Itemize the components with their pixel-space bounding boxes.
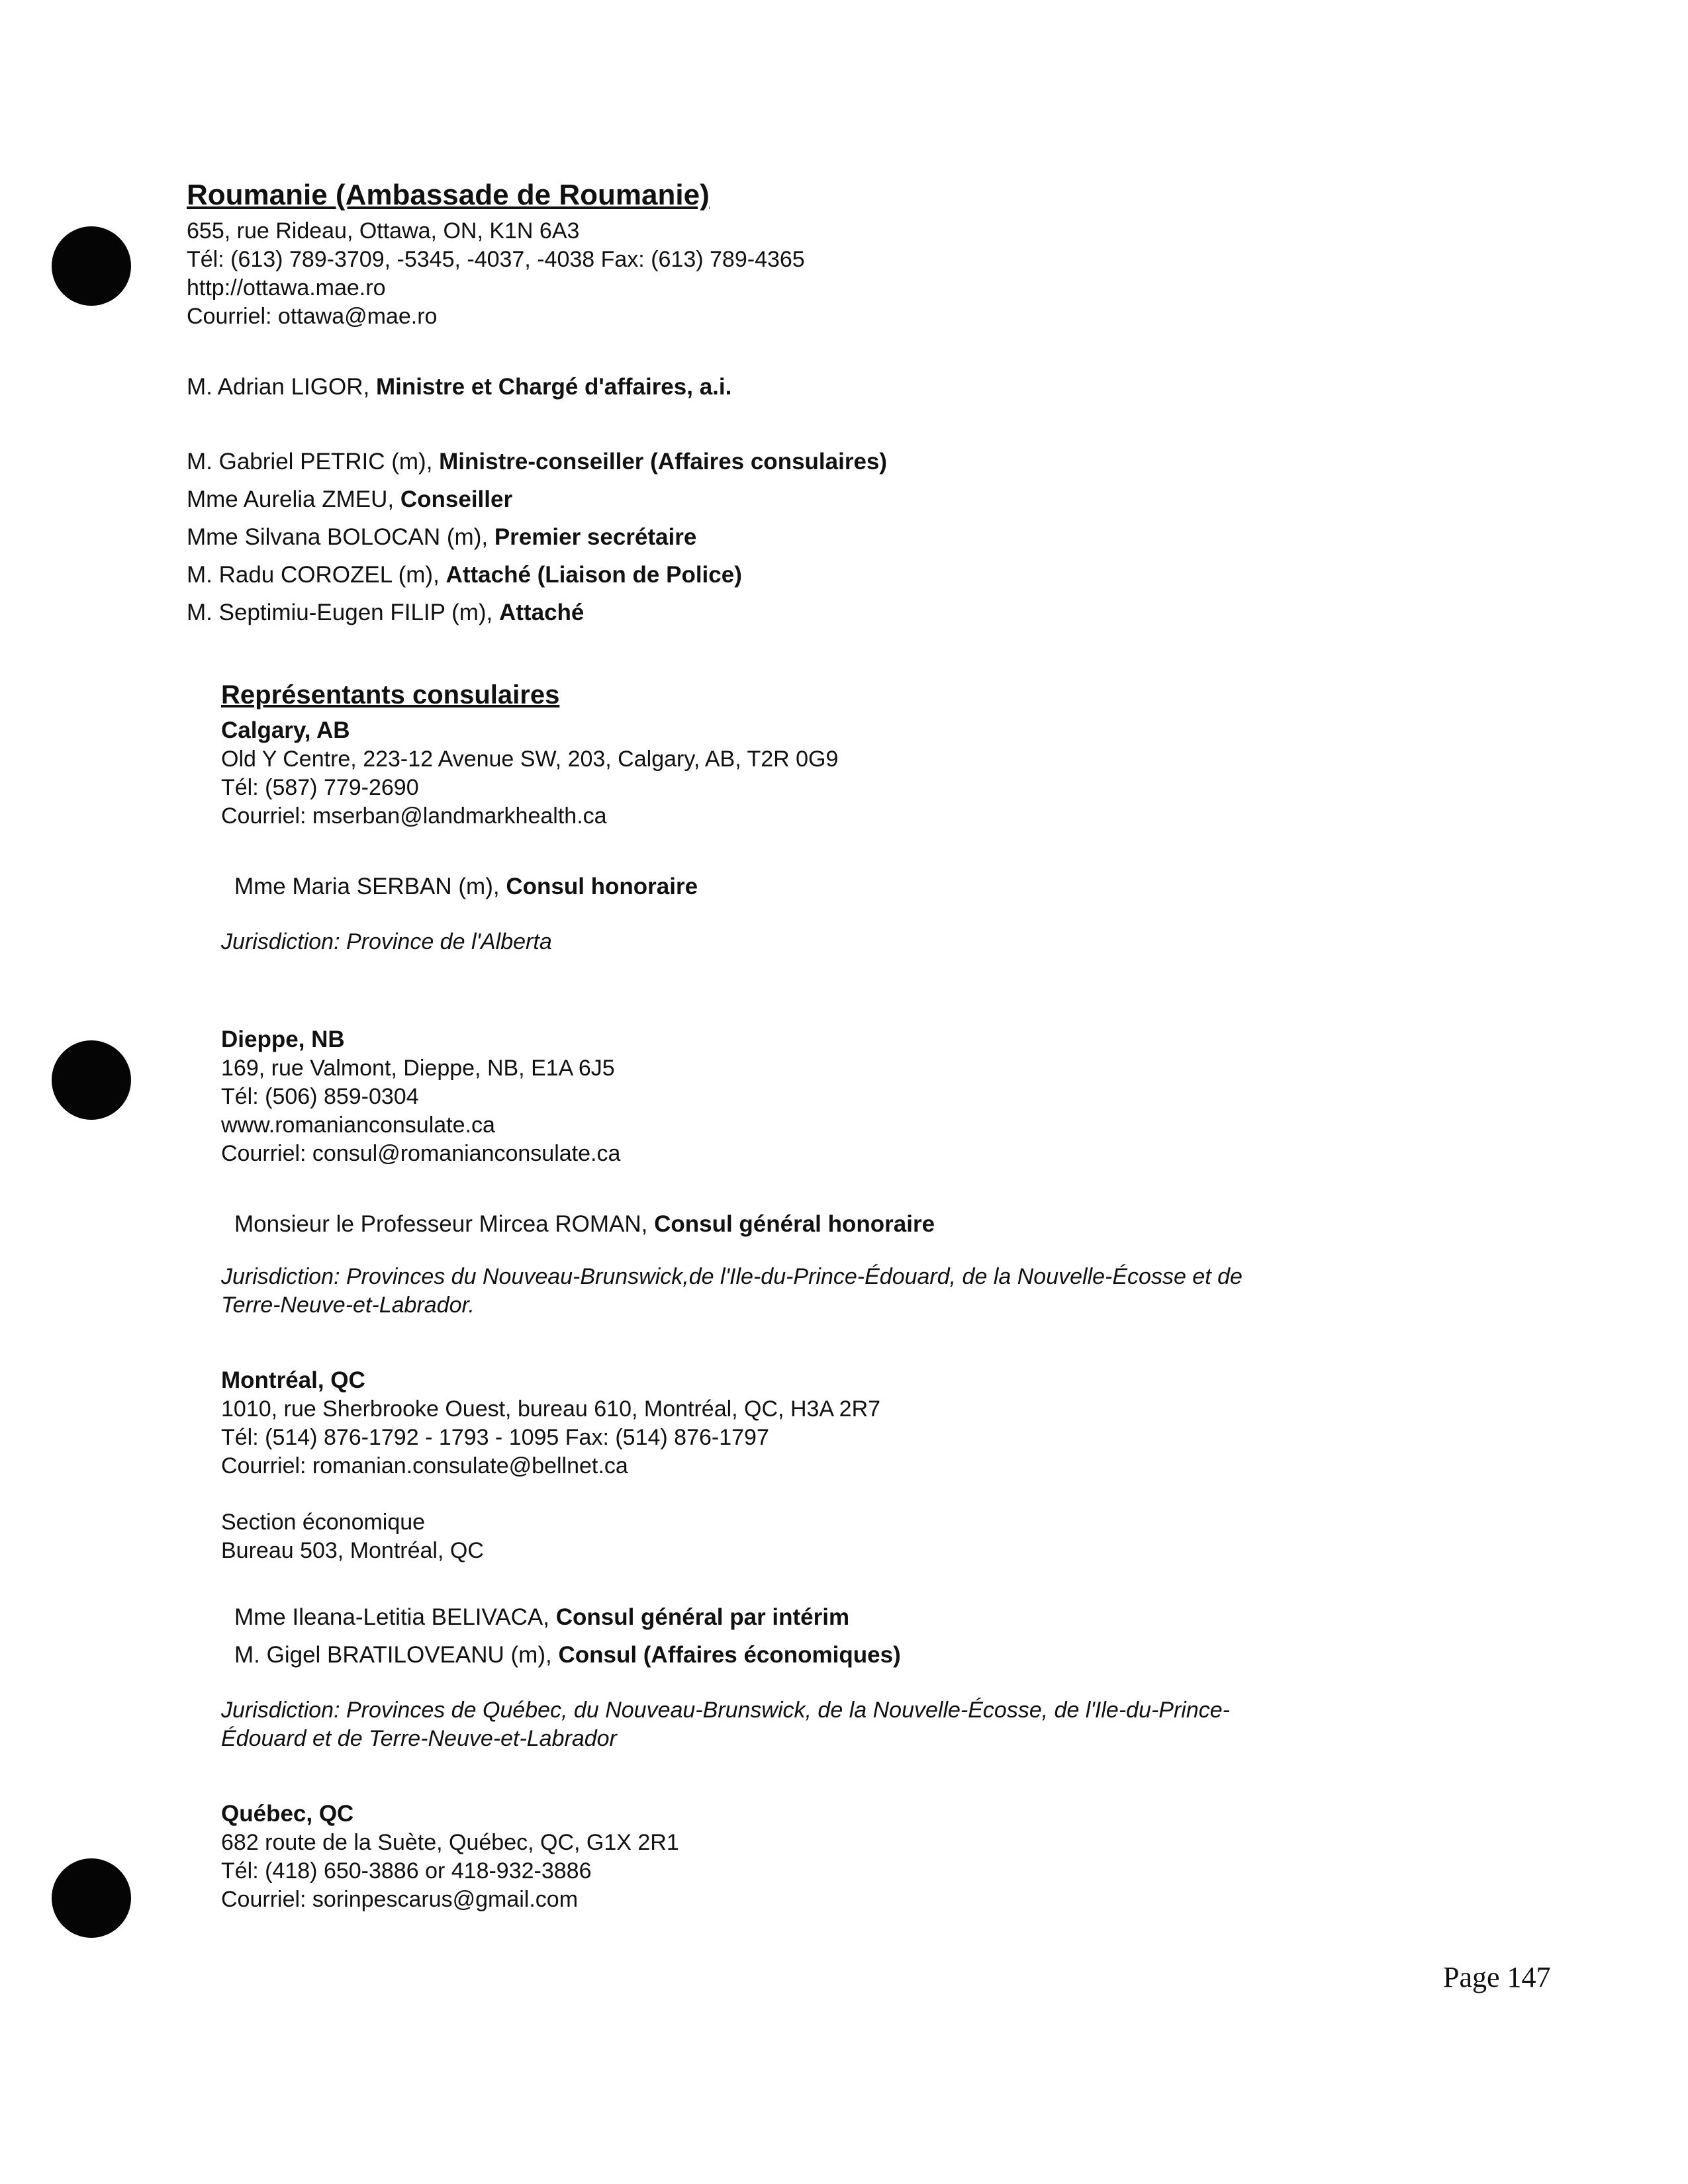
head-of-mission bbox=[187, 368, 1511, 406]
staff-list bbox=[187, 443, 1511, 631]
consulate-phone: Tél: (587) 779-2690 bbox=[221, 775, 419, 800]
person-title: Attaché (Liaison de Police) bbox=[445, 562, 742, 588]
person-title: Consul général par intérim bbox=[555, 1604, 850, 1630]
consulate-montreal bbox=[221, 1366, 1511, 1753]
consulate-phone: Tél: (506) 859-0304 bbox=[221, 1084, 419, 1109]
staff-member bbox=[187, 518, 1511, 556]
staff-member bbox=[187, 480, 1511, 518]
embassy-block bbox=[187, 177, 1511, 331]
jurisdiction-text: Édouard et de Terre-Neuve-et-Labrador bbox=[221, 1726, 617, 1751]
staff-member bbox=[187, 556, 1511, 594]
consul-person bbox=[234, 1598, 1511, 1636]
embassy-website: http://ottawa.mae.ro bbox=[187, 275, 386, 300]
section-name: Section économique bbox=[221, 1510, 426, 1535]
consular-heading: Représentants consulaires bbox=[221, 680, 560, 709]
consulate-quebec bbox=[221, 1799, 1511, 1914]
person-name: Mme Silvana BOLOCAN (m), bbox=[187, 524, 489, 550]
consulate-email: Courriel: mserban@landmarkhealth.ca bbox=[221, 803, 607, 829]
person-name: M. Gabriel PETRIC (m), bbox=[187, 449, 433, 475]
consulate-email: Courriel: consul@romanianconsulate.ca bbox=[221, 1141, 621, 1166]
person-name: Mme Aurelia ZMEU, bbox=[187, 486, 395, 512]
consulate-city: Calgary, AB bbox=[221, 717, 350, 743]
consulate-email: Courriel: sorinpescarus@gmail.com bbox=[221, 1887, 579, 1912]
person-name: Mme Ileana-Letitia BELIVACA, bbox=[234, 1604, 549, 1630]
jurisdiction-text: Jurisdiction: Province de l'Alberta bbox=[221, 929, 552, 954]
staff-member bbox=[187, 594, 1511, 631]
consulate-address: Old Y Centre, 223-12 Avenue SW, 203, Calgary, AB, T2R 0G9 bbox=[221, 747, 839, 772]
person-title: Premier secrétaire bbox=[494, 524, 697, 550]
consulate-address: 1010, rue Sherbrooke Ouest, bureau 610, Montréal, QC, H3A 2R7 bbox=[221, 1396, 881, 1422]
person-title: Ministre et Chargé d'affaires, a.i. bbox=[375, 374, 732, 400]
consul-person bbox=[234, 1636, 1511, 1674]
person-name: Mme Maria SERBAN (m), bbox=[234, 874, 500, 899]
jurisdiction-text: Jurisdiction: Provinces de Québec, du Nouveau-Brunswick, de la Nouvelle-Écosse, de l'Ile-du-Prince- bbox=[221, 1698, 1230, 1723]
person-title: Attaché bbox=[499, 600, 585, 625]
consulate-dieppe bbox=[221, 1025, 1511, 1320]
embassy-title: Roumanie (Ambassade de Roumanie) bbox=[187, 179, 710, 211]
section-address: Bureau 503, Montréal, QC bbox=[221, 1538, 484, 1563]
person-name: M. Adrian LIGOR, bbox=[187, 374, 370, 400]
jurisdiction-text: Jurisdiction: Provinces du Nouveau-Brunswick,de l'Ile-du-Prince-Édouard, de la Nouvelle-Écosse et de bbox=[221, 1264, 1243, 1289]
person-title: Consul honoraire bbox=[506, 874, 698, 899]
consulate-city: Québec, QC bbox=[221, 1801, 354, 1827]
page-number: Page 147 bbox=[1443, 1961, 1551, 1993]
consulate-address: 682 route de la Suète, Québec, QC, G1X 2R1 bbox=[221, 1830, 679, 1855]
consulate-website: www.romanianconsulate.ca bbox=[221, 1113, 495, 1138]
person-name: Monsieur le Professeur Mircea ROMAN, bbox=[234, 1211, 648, 1237]
punch-hole-bottom bbox=[52, 1858, 131, 1938]
consulate-email: Courriel: romanian.consulate@bellnet.ca bbox=[221, 1453, 628, 1479]
person-name: M. Gigel BRATILOVEANU (m), bbox=[234, 1642, 552, 1668]
person-title: Conseiller bbox=[400, 486, 513, 512]
consulate-calgary bbox=[221, 716, 1511, 956]
consulate-phone: Tél: (418) 650-3886 or 418-932-3886 bbox=[221, 1858, 592, 1884]
person-title: Consul (Affaires économiques) bbox=[558, 1642, 901, 1668]
consular-section bbox=[221, 678, 1511, 1914]
consulate-city: Dieppe, NB bbox=[221, 1026, 345, 1052]
person-title: Consul général honoraire bbox=[654, 1211, 935, 1237]
punch-hole-middle bbox=[52, 1040, 131, 1120]
person-title: Ministre-conseiller (Affaires consulaires) bbox=[439, 449, 888, 475]
consulate-address: 169, rue Valmont, Dieppe, NB, E1A 6J5 bbox=[221, 1056, 615, 1081]
embassy-phone: Tél: (613) 789-3709, -5345, -4037, -4038 Fax: (613) 789-4365 bbox=[187, 247, 805, 272]
embassy-email: Courriel: ottawa@mae.ro bbox=[187, 304, 438, 329]
consul-person bbox=[234, 868, 1511, 905]
person-name: M. Radu COROZEL (m), bbox=[187, 562, 440, 588]
consul-person bbox=[234, 1205, 1511, 1243]
embassy-address: 655, rue Rideau, Ottawa, ON, K1N 6A3 bbox=[187, 218, 580, 244]
punch-hole-top bbox=[52, 226, 131, 306]
person-name: M. Septimiu-Eugen FILIP (m), bbox=[187, 600, 493, 625]
consulate-city: Montréal, QC bbox=[221, 1367, 365, 1393]
staff-member bbox=[187, 443, 1511, 480]
document-content bbox=[187, 177, 1511, 1914]
consulate-phone: Tél: (514) 876-1792 - 1793 - 1095 Fax: (514) 876-1797 bbox=[221, 1425, 769, 1450]
jurisdiction-text: Terre-Neuve-et-Labrador. bbox=[221, 1293, 475, 1318]
